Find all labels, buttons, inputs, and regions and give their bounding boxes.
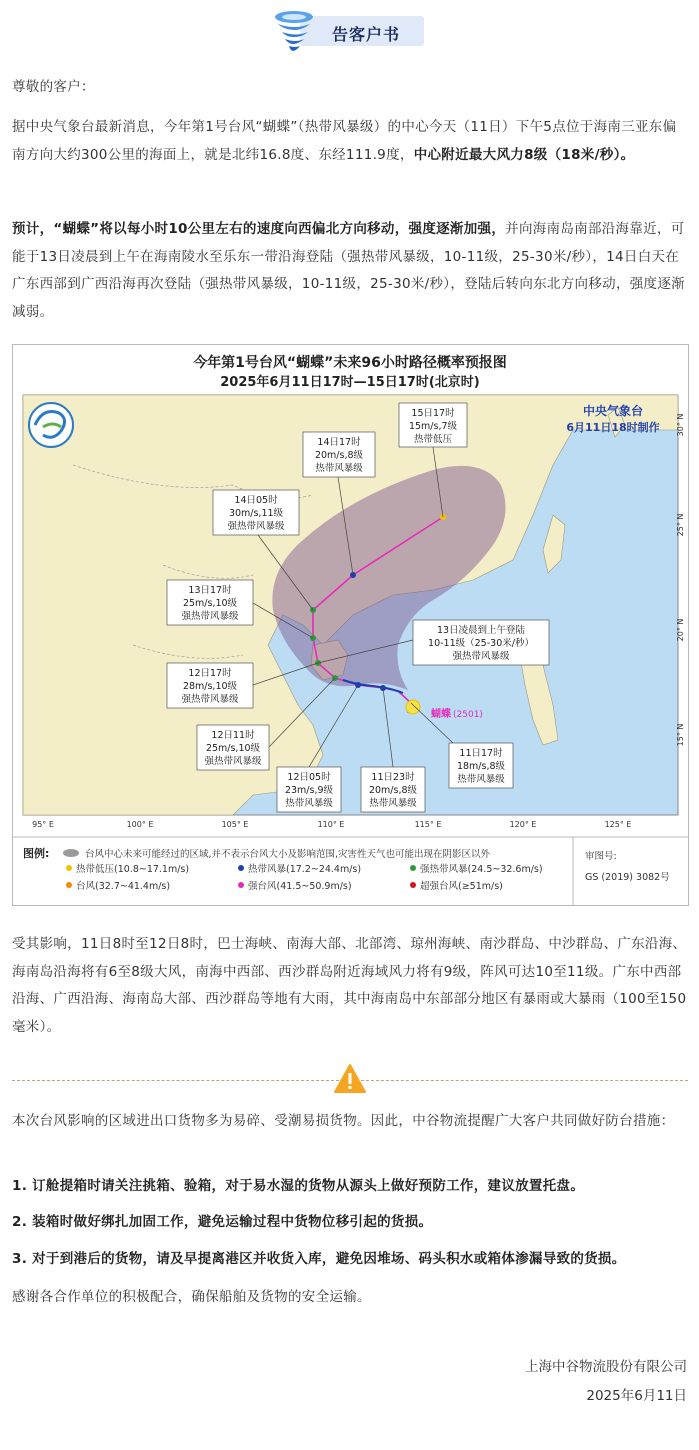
legend-item: 热带风暴(17.2~24.4m/s) [248, 864, 362, 875]
legend-item: 强台风(41.5~50.9m/s) [248, 881, 352, 892]
callout-level: 强热带风暴级 [181, 611, 239, 622]
storm-name-label: 蝴蝶 [431, 709, 451, 720]
lon-tick: 100° E [126, 820, 154, 829]
thanks-text: 感谢各合作单位的积极配合，确保船舶及货物的安全运输。 [12, 1289, 371, 1305]
lon-tick: 115° E [414, 820, 442, 829]
lon-tick: 110° E [317, 820, 345, 829]
tip-item: 1. 订舱提箱时请关注挑箱、验箱，对于易水湿的货物从源头上做好预防工作，建议放置托盘。 [12, 1178, 585, 1194]
forecast-emphasis: 预计，“蝴蝶”将以每小时10公里左右的速度向西偏北方向移动，强度逐渐加强， [12, 221, 506, 237]
callout-time: 14日17时 [317, 437, 361, 448]
legend-swatch [410, 882, 416, 888]
callout-level: 热带风暴级 [369, 798, 417, 809]
legend-label: 图例: [23, 847, 50, 860]
callout-wind: 28m/s,10级 [182, 681, 238, 692]
legend-swatch [238, 882, 244, 888]
callout-level: 热带风暴级 [285, 798, 333, 809]
storm-code-label: (2501) [453, 710, 483, 720]
legend-note: 台风中心未来可能经过的区域,并不表示台风大小及影响范围,灾害性天气也可能出现在阴影区以外 [85, 849, 491, 860]
paragraph-reminder: 本次台风影响的区域进出口货物多为易碎、受潮易损货物。因此，中谷物流提醒广大客户共同做好防台措施： [12, 1113, 675, 1129]
callout-time: 11日23时 [371, 772, 415, 783]
callout-wind: 15m/s,7级 [408, 421, 458, 432]
callout-level: 热带风暴级 [457, 774, 505, 785]
forecast-text: 并向海南岛南部沿海靠近，可能于13日凌晨到上午在海南陵水至乐东一带沿海登陆（强热带风暴级，10-11级，25-30米/秒），14日白天在广东西部到广西沿海再次登陆（强热带风暴级，10-11级，25-30米/秒），登陆后转向东北方向移动，强度逐渐减弱。 [12, 221, 685, 320]
map-subtitle: 2025年6月11日17时—15日17时(北京时) [220, 375, 480, 390]
cone-swatch [63, 849, 79, 857]
lon-tick: 105° E [221, 820, 249, 829]
cma-logo [29, 403, 73, 447]
callout-wind: 10-11级（25-30米/秒） [428, 638, 534, 649]
signature-company: 上海中谷物流股份有限公司 [525, 1359, 687, 1375]
lon-tick: 120° E [509, 820, 537, 829]
legend-swatch [66, 865, 72, 871]
callout-level: 强热带风暴级 [204, 756, 262, 767]
lat-tick: 15° N [676, 723, 685, 747]
callout-wind: 20m/s,8级 [368, 785, 418, 796]
legend-item: 台风(32.7~41.4m/s) [76, 881, 171, 892]
greeting: 尊敬的客户： [12, 79, 95, 95]
typhoon-track-map [12, 344, 689, 906]
tip-item: 3. 对于到港后的货物，请及早提离港区并收货入库，避免因堆场、码头积水或箱体渗漏导致的货损。 [12, 1251, 626, 1267]
issue-time: 6月11日18时制作 [566, 421, 660, 434]
paragraph-forecast [12, 216, 688, 326]
lon-tick: 95° E [32, 820, 54, 829]
paragraph-storm-status [12, 114, 688, 169]
page-title: 告客户书 [332, 25, 401, 44]
header-banner [270, 8, 426, 50]
callout-time: 12日11时 [211, 730, 255, 741]
callout-level: 热带风暴级 [315, 463, 363, 474]
storm-status-text: 据中央气象台最新消息，今年第1号台风“蝴蝶”（热带风暴级）的中心今天（11日）下午5点位于海南三亚东偏南方向大约300公里的海面上，就是北纬16.8度、东经111.9度， [12, 119, 677, 163]
lat-tick: 25° N [676, 513, 685, 537]
callout-level: 强热带风暴级 [452, 651, 510, 662]
legend-item: 热带低压(10.8~17.1m/s) [76, 864, 190, 875]
callout-level: 强热带风暴级 [181, 694, 239, 705]
warning-icon [333, 1063, 367, 1095]
callout-time: 11日17时 [459, 748, 503, 759]
storm-status-emphasis: 中心附近最大风力8级（18米/秒）。 [413, 146, 635, 163]
tip-item: 2. 装箱时做好绑扎加固工作，避免运输过程中货物位移引起的货损。 [12, 1214, 433, 1230]
legend-swatch [238, 865, 244, 871]
callout-time: 12日05时 [287, 772, 331, 783]
approval-number: GS (2019) 3082号 [585, 872, 670, 883]
legend-swatch [66, 882, 72, 888]
callout-wind: 18m/s,8级 [456, 761, 506, 772]
paragraph-impact: 受其影响，11日8时至12日8时，巴士海峡、南海大部、北部湾、琼州海峡、南沙群岛、中沙群岛、广东沿海、海南岛沿海将有6至8级大风，南海中西部、西沙群岛附近海域风力将有9级，阵风可达10至11级。广东中西部沿海、广西沿海、海南岛大部、西沙群岛等地有大雨，其中海南岛中东部部分地区有暴雨或大暴雨（100至150毫米）。 [12, 936, 687, 1035]
callout-time: 15日17时 [411, 408, 455, 419]
callout-wind: 25m/s,10级 [205, 743, 261, 754]
callout-time: 12日17时 [188, 668, 232, 679]
callout-level: 热带低压 [413, 434, 453, 445]
callout-wind: 30m/s,11级 [228, 508, 284, 519]
lat-tick: 20° N [676, 618, 685, 642]
legend-swatch [410, 865, 416, 871]
agency-name: 中央气象台 [582, 404, 644, 418]
callout-wind: 20m/s,8级 [314, 450, 364, 461]
callout-level: 强热带风暴级 [227, 521, 285, 532]
callout-wind: 25m/s,10级 [182, 598, 238, 609]
signature-date: 2025年6月11日 [586, 1388, 687, 1404]
legend-item: 超强台风(≥51m/s) [420, 881, 503, 892]
map-title: 今年第1号台风“蝴蝶”未来96小时路径概率预报图 [193, 355, 507, 371]
legend-item: 强热带风暴(24.5~32.6m/s) [420, 864, 543, 875]
callout-wind: 23m/s,9级 [284, 785, 334, 796]
callout-time: 14日05时 [234, 495, 278, 506]
callout-time: 13日凌晨到上午登陆 [436, 625, 526, 636]
lon-tick: 125° E [604, 820, 632, 829]
map-svg [13, 345, 688, 905]
lon-ticks [32, 820, 631, 829]
callout-time: 13日17时 [188, 585, 232, 596]
lat-tick: 30° N [676, 413, 685, 437]
approval-label: 审图号: [585, 851, 617, 862]
tornado-icon [270, 8, 320, 54]
